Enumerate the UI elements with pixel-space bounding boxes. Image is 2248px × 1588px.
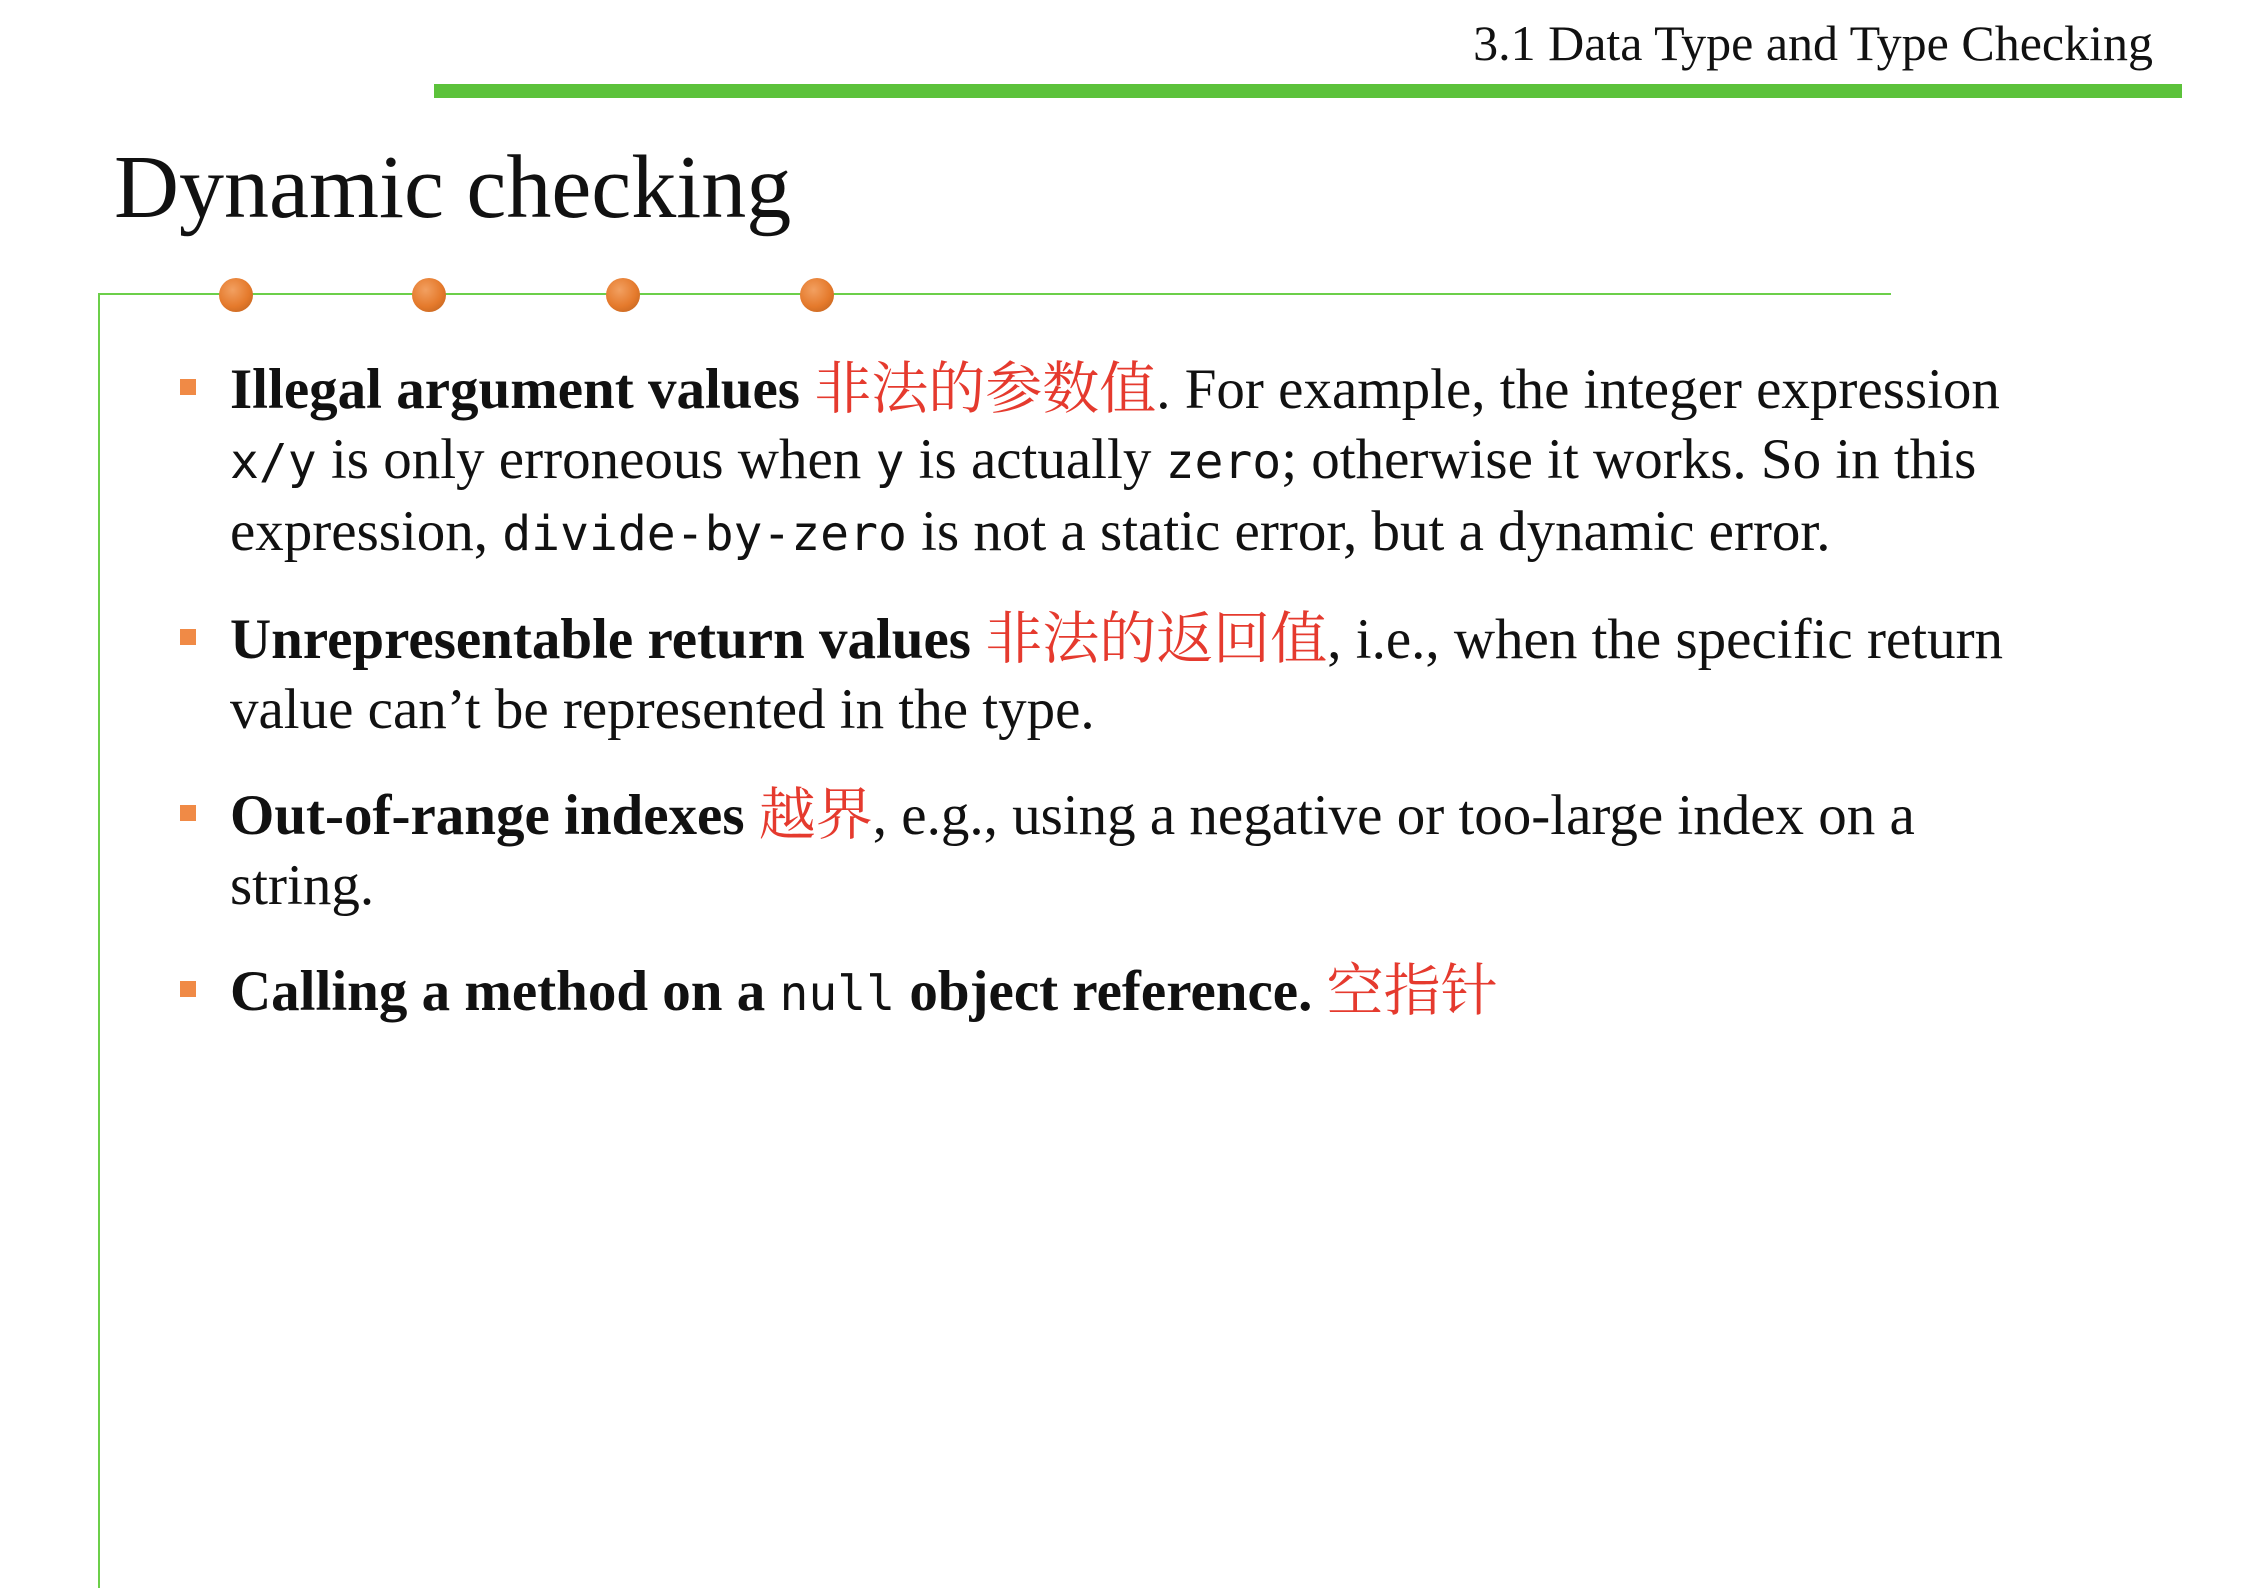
orange-dot-ornament [800, 278, 834, 312]
orange-dot-ornament [606, 278, 640, 312]
left-border-line [98, 293, 100, 1588]
bullet-term: object reference. [909, 960, 1313, 1023]
bullet-text: . For example, the integer expression [1156, 358, 2000, 421]
bullet-term-chinese: 越界 [758, 784, 873, 847]
bullet-term-chinese: 空指针 [1326, 960, 1498, 1023]
bullet-unrepresentable-returns [180, 605, 2050, 745]
bullet-out-of-range [180, 781, 2050, 921]
bullet-term: Illegal argument values [230, 358, 800, 421]
inline-code: y [875, 434, 905, 490]
bullet-text: , i.e., when the specific return value can’t be represented in the type. [230, 608, 2004, 741]
slide-title: Dynamic checking [114, 138, 792, 237]
bullet-text: is actually [904, 428, 1166, 491]
bullet-text: is not a static error, but a dynamic error. [906, 500, 1831, 563]
bullet-term: Out-of-range indexes [230, 784, 745, 847]
bullet-text: ; otherwise it works. So in this expression, [230, 428, 1977, 563]
title-underline [98, 293, 1891, 295]
header-accent-bar [434, 84, 2182, 98]
bullet-term-chinese: 非法的返回值 [985, 608, 1328, 671]
bullet-text: is only erroneous when [316, 428, 876, 491]
square-bullet-icon [180, 981, 196, 997]
orange-dot-ornament [219, 278, 253, 312]
bullet-term-chinese: 非法的参数值 [814, 358, 1157, 421]
square-bullet-icon [180, 379, 196, 395]
inline-code: divide-by-zero [502, 506, 907, 562]
orange-dot-ornament [412, 278, 446, 312]
bullet-text: , e.g., using a negative or too-large index on a string. [230, 784, 1915, 917]
bullet-term: Unrepresentable return values [230, 608, 971, 671]
inline-code: zero [1165, 434, 1282, 490]
square-bullet-icon [180, 629, 196, 645]
square-bullet-icon [180, 805, 196, 821]
section-header: 3.1 Data Type and Type Checking [1473, 15, 2153, 71]
inline-code: null [779, 966, 896, 1022]
bullet-list [180, 355, 2050, 1065]
bullet-illegal-arguments [180, 355, 2050, 569]
bullet-null-reference [180, 957, 2050, 1029]
inline-code: x/y [230, 434, 317, 490]
bullet-term: Calling a method on a [230, 960, 766, 1023]
